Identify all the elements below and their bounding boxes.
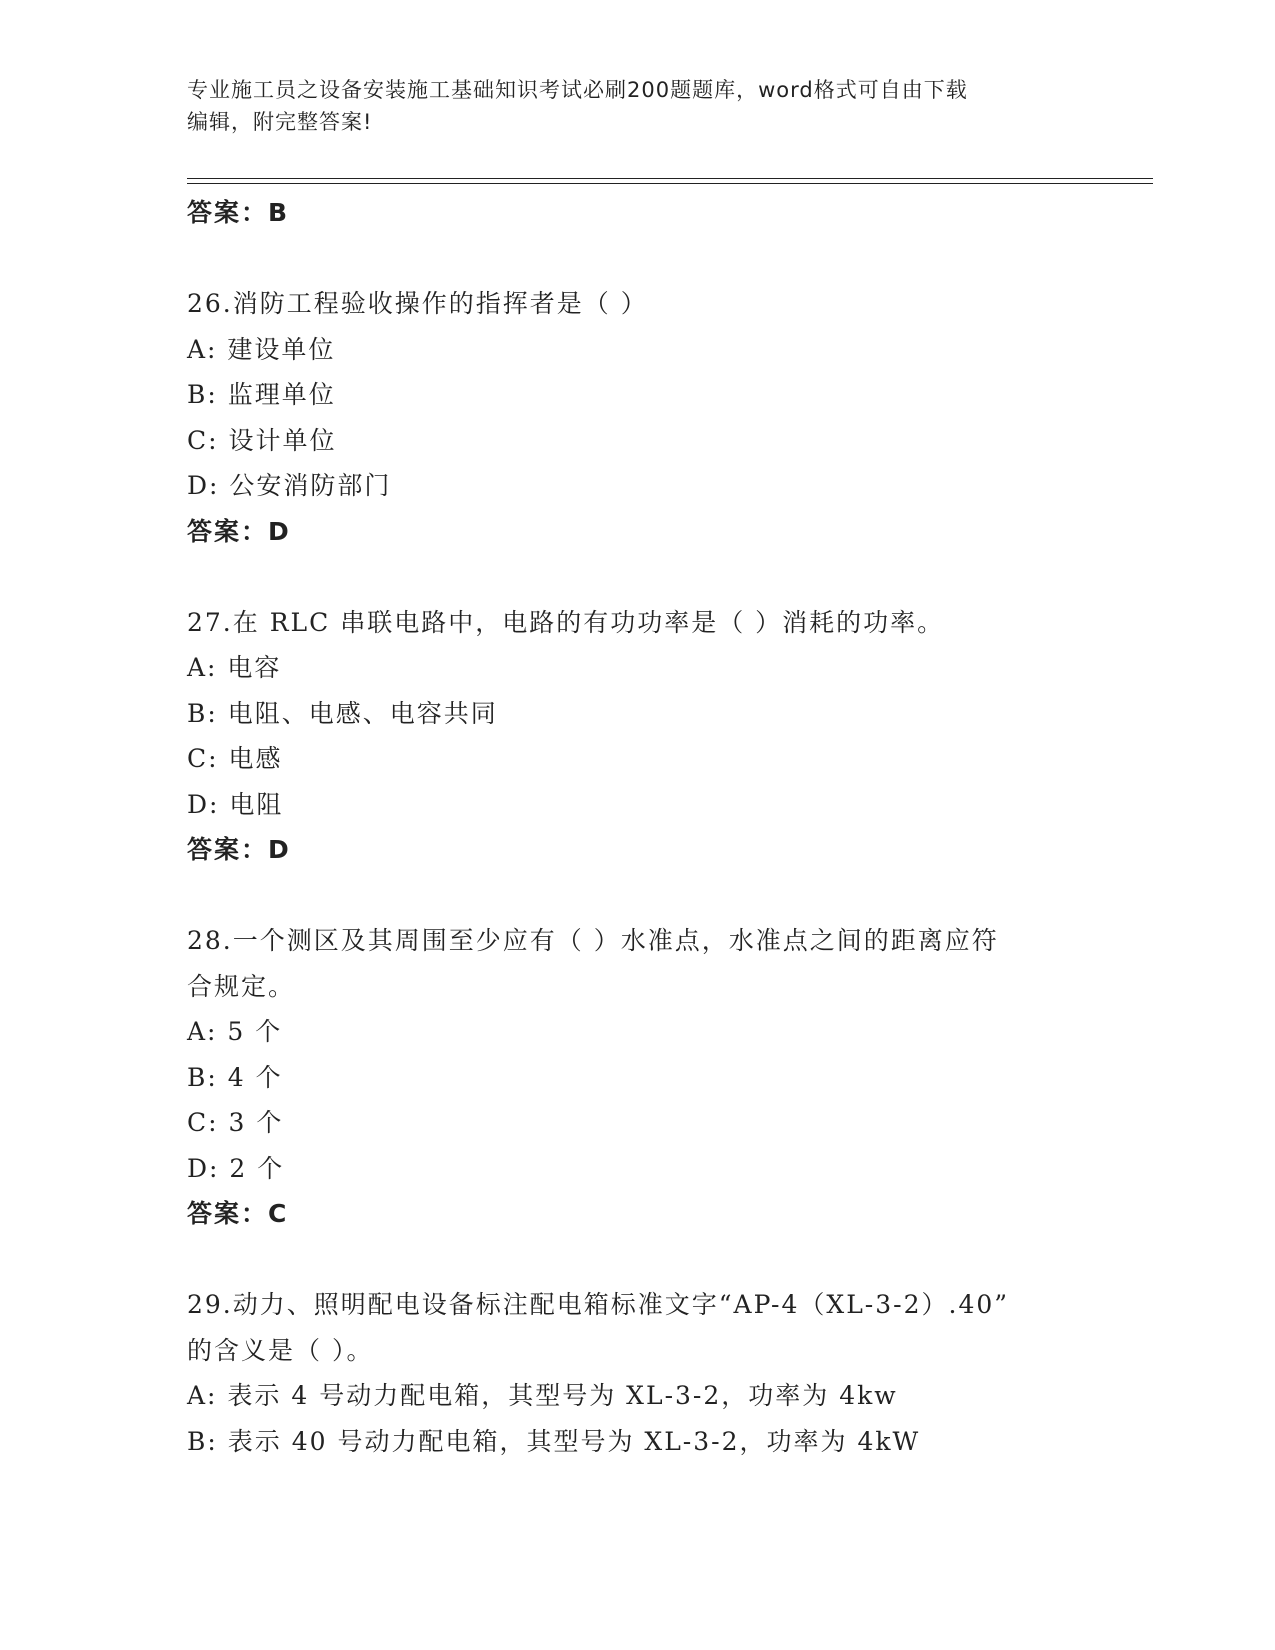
option-b: B: 监理单位 <box>187 380 336 409</box>
spacer <box>187 873 1087 919</box>
question-stem-line2: 合规定。 <box>187 971 296 1001</box>
question-stem: 26.消防工程验收操作的指挥者是（ ） <box>187 289 648 318</box>
option-d: D: 2 个 <box>187 1153 285 1183</box>
answer: 答案：C <box>187 1199 289 1228</box>
option-d: D: 电阻 <box>187 789 284 819</box>
option-d: D: 公安消防部门 <box>187 471 392 500</box>
option-a: A: 5 个 <box>187 1017 283 1046</box>
question-stem-line1: 29.动力、照明配电设备标注配电箱标准文字“AP-4（XL-3-2）.40” <box>187 1290 1010 1319</box>
question-stem-line1: 28.一个测区及其周围至少应有（ ）水准点，水准点之间的距离应符 <box>187 926 999 955</box>
answer-previous: 答案：B <box>187 198 290 227</box>
question-27 <box>187 600 1087 873</box>
answer: 答案：D <box>187 516 291 546</box>
option-a: A: 电容 <box>187 653 282 682</box>
question-29 <box>187 1282 1087 1464</box>
question-28 <box>187 918 1087 1237</box>
option-a: A: 表示 4 号动力配电箱，其型号为 XL-3-2，功率为 4kw <box>187 1381 898 1410</box>
header-divider-top <box>187 178 1153 179</box>
spacer <box>187 1237 1087 1283</box>
option-c: C: 设计单位 <box>187 425 337 455</box>
option-c: C: 3 个 <box>187 1108 284 1137</box>
question-stem: 27.在 RLC 串联电路中，电路的有功功率是（ ）消耗的功率。 <box>187 607 945 637</box>
question-26 <box>187 281 1087 554</box>
question-stem-line2: 的含义是（ ）。 <box>187 1335 374 1365</box>
option-c: C: 电感 <box>187 744 283 773</box>
answer: 答案：D <box>187 835 291 864</box>
option-a: A: 建设单位 <box>187 334 336 364</box>
question-list <box>187 190 1087 1464</box>
document-header <box>187 74 1087 138</box>
header-title-line2: 编辑，附完整答案! <box>187 110 373 134</box>
header-title-line1: 专业施工员之设备安装施工基础知识考试必刷200题题库，word格式可自由下载 <box>187 78 968 102</box>
option-b: B: 4 个 <box>187 1062 283 1092</box>
header-divider-bottom <box>187 183 1153 184</box>
option-b: B: 电阻、电感、电容共同 <box>187 698 498 728</box>
spacer <box>187 554 1087 600</box>
spacer <box>187 236 1087 282</box>
option-b: B: 表示 40 号动力配电箱，其型号为 XL-3-2，功率为 4kW <box>187 1426 921 1456</box>
